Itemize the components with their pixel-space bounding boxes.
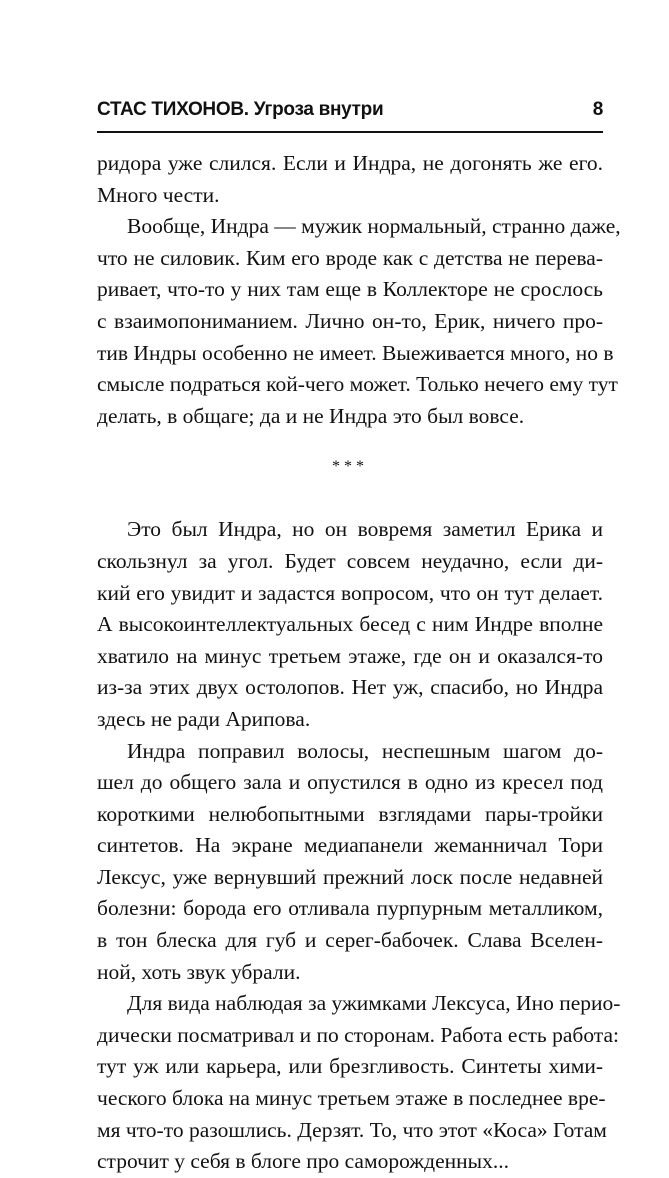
text-line: короткими нелюбопытными взглядами пары-тройки (97, 801, 603, 826)
text-line: хватило на минус третьем этаже, где он и оказался-то (97, 643, 603, 668)
paragraph-5 (97, 988, 621, 1178)
text-line: из-за этих двух остолопов. Нет уж, спасибо, но Индра (97, 675, 603, 700)
text-line: мя что-то разошлись. Дерзят. То, что этот «Коса» Готам (97, 1117, 607, 1142)
text-line: ривает, что-то у них там еще в Коллекторе не срослось (97, 277, 603, 302)
paragraph-2 (97, 211, 621, 432)
paragraph-4 (97, 736, 603, 989)
text-line: Это был Индра, но он вовремя заметил Ерика и (127, 517, 603, 542)
text-line: шел до общего зала и опустился в одно из кресел под (97, 770, 603, 795)
text-line: в тон блеска для губ и серег-бабочек. Слава Вселен- (97, 928, 603, 953)
paragraph-3 (97, 514, 603, 735)
text-line: тут уж или карьера, или брезгливость. Синтеты хими- (97, 1054, 603, 1079)
text-line: Индра поправил волосы, неспешным шагом до- (127, 738, 603, 763)
page-number: 8 (592, 99, 603, 120)
text-line: скользнул за угол. Будет совсем неудачно, если ди- (97, 548, 603, 573)
text-line: Лексус, уже вернувший прежний лоск после недавней (97, 864, 603, 889)
text-line: делать, в общаге; да и не Индра это был вовсе. (97, 403, 525, 428)
text-line: Вообще, Индра — мужик нормальный, странно даже, (127, 214, 621, 239)
scene-separator: *** (332, 458, 368, 476)
text-line: ческого блока на минус третьем этаже в последнее вре- (97, 1086, 606, 1111)
text-line: ридора уже слился. Если и Индра, не догонять же его. (97, 151, 603, 175)
separator-spacing (97, 484, 603, 514)
text-line: что не силовик. Ким его вроде как с детства не перева- (97, 245, 603, 270)
text-line: здесь не ради Арипова. (97, 706, 311, 731)
paragraph-1 (97, 148, 603, 211)
text-line: А высокоинтеллектуальных бесед с ним Индре вполне (97, 612, 603, 637)
text-line: Много чести. (97, 182, 220, 207)
text-line: тив Индры особенно не имеет. Выеживается много, но в (97, 340, 614, 365)
text-line: болезни: борода его отливала пурпурным металликом, (97, 896, 603, 921)
text-line: синтетов. На экране медиапанели жеманничал Тори (97, 833, 603, 858)
header-rule (97, 131, 603, 133)
text-line: ной, хоть звук убрали. (97, 959, 301, 984)
body-text (97, 148, 621, 1178)
book-title: СТАС ТИХОНОВ. Угроза внутри (97, 99, 384, 120)
text-line: дически посматривал и по сторонам. Работа есть работа: (97, 1022, 619, 1047)
text-line: Для вида наблюдая за ужимками Лексуса, Ино перио- (127, 991, 621, 1016)
text-line: смысле подраться кой-чего может. Только нечего ему тут (97, 372, 618, 397)
text-line: кий его увидит и задастся вопросом, что он тут делает. (97, 580, 603, 605)
running-header (97, 97, 603, 127)
text-line: с взаимопониманием. Лично он-то, Ерик, ничего про- (97, 308, 603, 333)
text-line: строчит у себя в блоге про саморожденных... (97, 1149, 509, 1174)
